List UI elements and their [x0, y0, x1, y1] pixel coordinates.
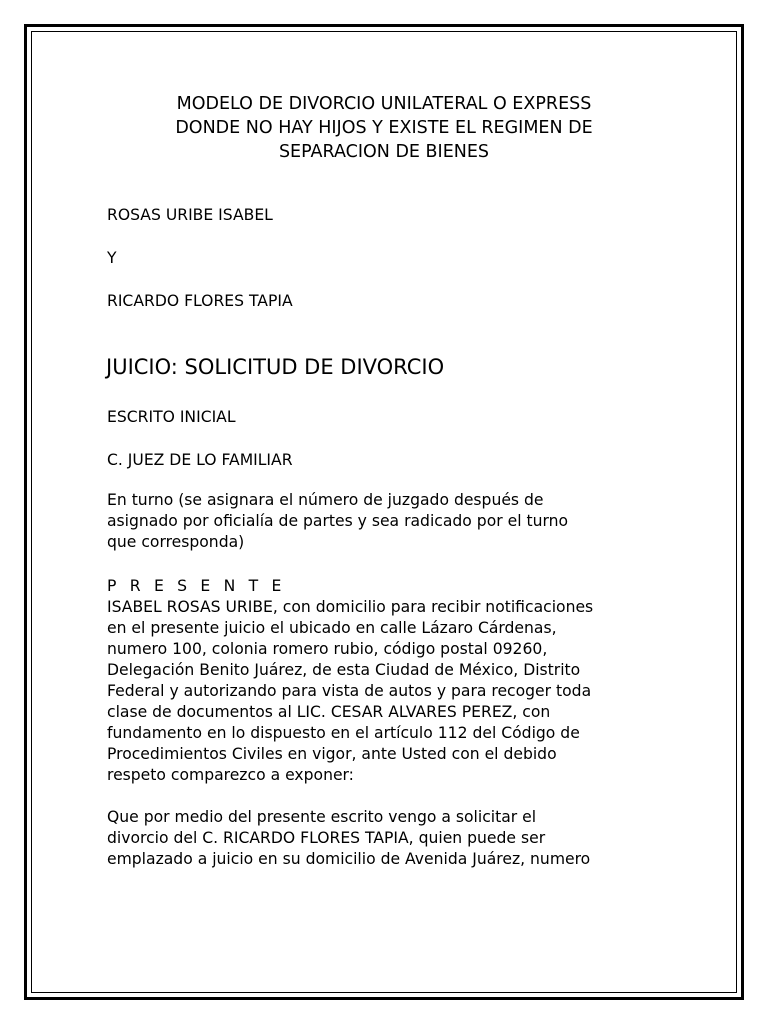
text-line: En turno (se asignara el número de juzgado después de [107, 491, 544, 509]
text-line: asignado por oficialía de partes y sea radicado por el turno [107, 512, 569, 530]
text-line: que corresponda) [107, 533, 245, 551]
text-line: ISABEL ROSAS URIBE, con domicilio para recibir notificaciones [107, 598, 594, 616]
text-line: fundamento en lo dispuesto en el artículo 112 del Código de [107, 724, 580, 742]
text-line: Delegación Benito Juárez, de esta Ciudad de México, Distrito [107, 661, 581, 679]
paragraph-2 [107, 807, 687, 870]
party-1: ROSAS URIBE ISABEL [107, 206, 273, 224]
document-title [108, 92, 660, 164]
text-line: Procedimientos Civiles en vigor, ante Usted con el debido [107, 745, 557, 763]
title-line: MODELO DE DIVORCIO UNILATERAL O EXPRESS [176, 94, 592, 114]
party-2: RICARDO FLORES TAPIA [107, 292, 293, 310]
filing-type: ESCRITO INICIAL [107, 408, 236, 426]
addressee: C. JUEZ DE LO FAMILIAR [107, 451, 293, 469]
case-heading: JUICIO: SOLICITUD DE DIVORCIO [106, 355, 445, 379]
turn-note [107, 490, 687, 553]
paragraph-1 [107, 597, 687, 786]
text-line: Que por medio del presente escrito vengo a solicitar el [107, 808, 537, 826]
title-line: DONDE NO HAY HIJOS Y EXISTE EL REGIMEN DE [175, 118, 593, 138]
text-line: numero 100, colonia romero rubio, código postal 09260, [107, 640, 548, 658]
title-line: SEPARACION DE BIENES [278, 142, 490, 162]
text-line: emplazado a juicio en su domicilio de Avenida Juárez, numero [107, 850, 591, 868]
text-line: en el presente juicio el ubicado en calle Lázaro Cárdenas, [107, 619, 557, 637]
text-line: divorcio del C. RICARDO FLORES TAPIA, quien puede ser [107, 829, 546, 847]
text-line: Federal y autorizando para vista de autos y para recoger toda [107, 682, 592, 700]
presente-label: P R E S E N T E [107, 577, 286, 595]
conjunction: Y [107, 249, 117, 267]
text-line: clase de documentos al LIC. CESAR ALVARES PEREZ, con [107, 703, 551, 721]
text-line: respeto comparezco a exponer: [107, 766, 354, 784]
